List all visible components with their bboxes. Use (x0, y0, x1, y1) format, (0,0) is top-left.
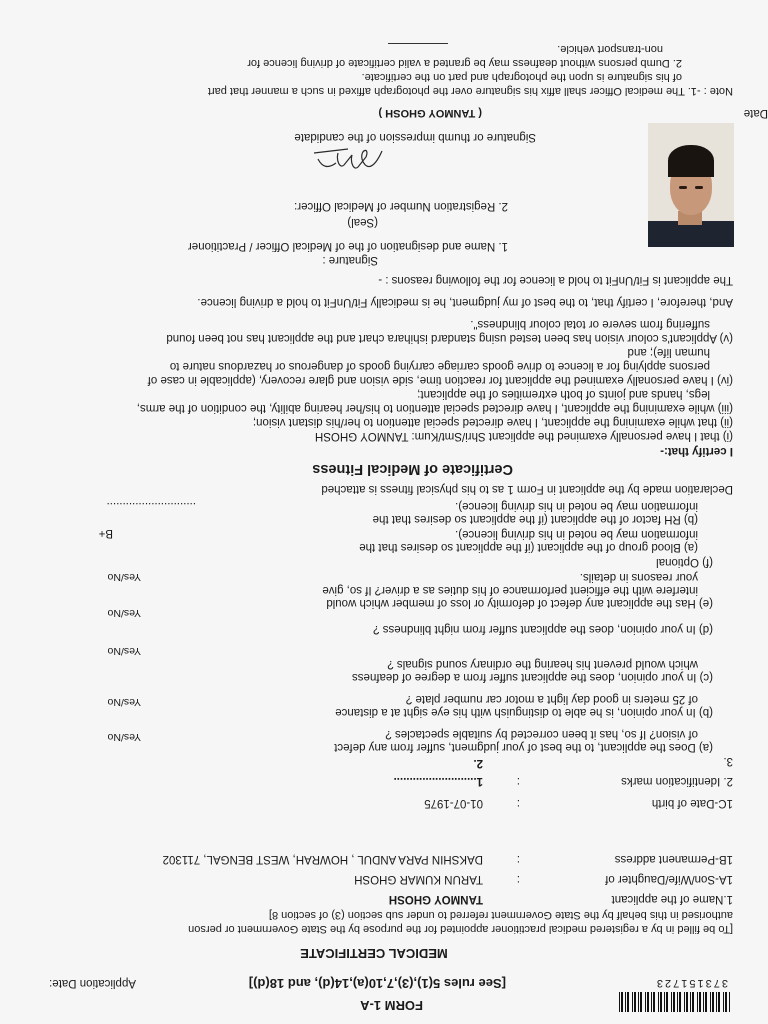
name-value: TANMOY GHOSH (388, 893, 483, 905)
fitness-title: Certificate of Medical Fitness (312, 461, 513, 477)
certify-iii-line-1: (iii) while examining the applicant, I have directed special attention to his/her hearing ability, the condition of the arms, (136, 402, 733, 414)
identification-mark-1: 1.......................... (393, 775, 483, 787)
relation-value: TARUN KUMAR GHOSH (354, 873, 483, 885)
certify-i: (i) that I have personally examined the applicant Shri/Smt/Kum: TANMOY GHOSH (314, 430, 733, 442)
question-b-line-1: (b) In your opinion, is he able to distinguish with his eye sight at a distance (335, 706, 713, 718)
officer-signature-label: Signature : (322, 254, 378, 266)
form-title: FORM 1-A (360, 998, 423, 1013)
question-d: (d) In your opinion, does the applicant suffer from night blindness ? (373, 623, 713, 635)
question-e-line-3: your reasons in details. (579, 571, 698, 583)
application-number: 373151723 (654, 977, 728, 989)
identification-label: 2. Identification marks (621, 775, 733, 787)
note-rule (388, 43, 448, 44)
officer-registration: 2. Registration Number of Medical Officer: (294, 200, 508, 212)
rh-factor-line-1: (b) RH factor of the applicant (if the applicant so desires that the (372, 513, 698, 525)
date-label: Date (743, 107, 768, 119)
question-a-line-2: of vision? If so, has it been corrected by suitable spectacles ? (385, 728, 698, 740)
relation-label: 1A-Son/Wife/Daughter of (605, 873, 733, 885)
rules-reference: [See rules 5(1),(3),7,10(a),14(d), and 18(d)] (248, 976, 506, 991)
certify-ii: (ii) that while examining the applicant, I have directed special attention to her/his distant vision; (252, 416, 733, 428)
declaration-line: Declaration made by the applicant in Form 1 as to his physical fitness is attached (321, 483, 733, 495)
application-date-label: Application Date: (49, 977, 136, 989)
officer-name-designation: 1. Name and designation of the of Medical Officer / Practitioner (187, 240, 508, 252)
question-b-answer: Yes/No (107, 696, 141, 708)
dob-value: 01-07-1975 (424, 797, 483, 809)
question-c-line-2: which would prevent his hearing the ordinary sound signals ? (387, 658, 698, 670)
relation-sep: : (516, 873, 520, 885)
intro-line-2: authorised in this behalf by the State Government referred to under sub section (3) of section 8] (268, 909, 733, 921)
rh-factor-value: ............................ (106, 500, 196, 512)
blood-group-line-2: information may be noted in his driving licence). (455, 528, 698, 540)
fitness-conclusion: And, therefore, I certify that, to the best of my judgment, he is medically Fit/UnFit to hold a driving licence. (197, 296, 733, 308)
note-line-4: non-transport vehicle. (557, 43, 663, 55)
identification-sep: : (516, 775, 520, 787)
dob-sep: : (516, 797, 520, 809)
note-line-3: 2. Dumb persons without deafness may be granted a valid certificate of driving licence for (247, 57, 682, 69)
question-b-line-2: of 25 meters in good day light a motor car number plate ? (405, 693, 698, 705)
question-c-answer: Yes/No (107, 645, 141, 657)
identification-mark-2: 2. (473, 757, 483, 769)
address-label: 1B-Permanent address (614, 853, 733, 865)
certify-iii-line-2: legs, hands and joints of both extremities of the applicant; (417, 388, 710, 400)
certify-iv-line-3: human life); and (627, 346, 710, 358)
question-c-line-1: (c) In your opinion, does the applicant suffer from a degree of deafness (352, 671, 713, 683)
name-label: 1.Name of the applicant (611, 893, 733, 905)
question-a-answer: Yes/No (107, 731, 141, 743)
certify-v-line-1: (v) Applicant's colour vision has been tested using standard ishihara chart and the applicant has not been found (166, 332, 733, 344)
question-e-line-1: (e) Has the applicant any defect of deformity or loss of member which would (326, 597, 713, 609)
note-line-1: Note : -1. The medical Officer shall affix his signature over the photograph affixed in such a manner that part (207, 85, 733, 97)
question-d-answer: Yes/No (107, 607, 141, 619)
candidate-signature-label: Signature or thumb impression of the candidate (294, 131, 536, 143)
barcode (618, 992, 730, 1012)
question-f-optional: (f) Optional (656, 556, 713, 568)
blood-group-line-1: (a) Blood group of the applicant (if the applicant so desires that the (359, 541, 698, 553)
candidate-signature (298, 139, 388, 179)
blood-group-value: B+ (98, 527, 113, 539)
address-value: DAKSHIN PARA ANDUL , HOWRAH, WEST BENGAL, 711302 (162, 853, 483, 865)
question-a-line-1: (a) Does the applicant, to the best of your judgment, suffer from any defect (334, 741, 713, 753)
address-sep: : (516, 853, 520, 865)
intro-line-1: [To be filled in by a registered medical practitioner appointed for the purpose by the State Government or person (188, 923, 733, 935)
question-e-answer: Yes/No (107, 571, 141, 583)
candidate-photo (648, 123, 734, 247)
candidate-name: ( TANMOY GHOSH ) (378, 107, 482, 119)
certify-iv-line-2: persons applying for a licence to drive goods carriage carrying goods of dangerous or hazardous nature to (169, 360, 710, 372)
certify-heading: I certify that:- (660, 445, 733, 457)
note-line-2: of his signature is upon the photograph and part on the certificate. (361, 71, 682, 83)
question-number: 3. (723, 755, 733, 767)
officer-seal: (Seal) (347, 216, 378, 228)
certificate-title: MEDICAL CERTIFICATE (300, 946, 448, 961)
rh-factor-line-2: information may be noted in his driving licence). (455, 500, 698, 512)
certify-v-line-2: suffering from severe or total colour blindness". (470, 318, 710, 330)
fitness-reasons: The applicant is Fit/UnFit to hold a licence for the following reasons : - (378, 274, 733, 286)
question-e-line-2: interfere with the efficient performance of his duties as a driver? If so, give (322, 584, 698, 596)
certify-iv-line-1: (iv) I have personally examined the applicant for reaction time, side vision and glare recovery, (applicable in case of (147, 374, 733, 386)
dob-label: 1C-Date of birth (651, 797, 733, 809)
